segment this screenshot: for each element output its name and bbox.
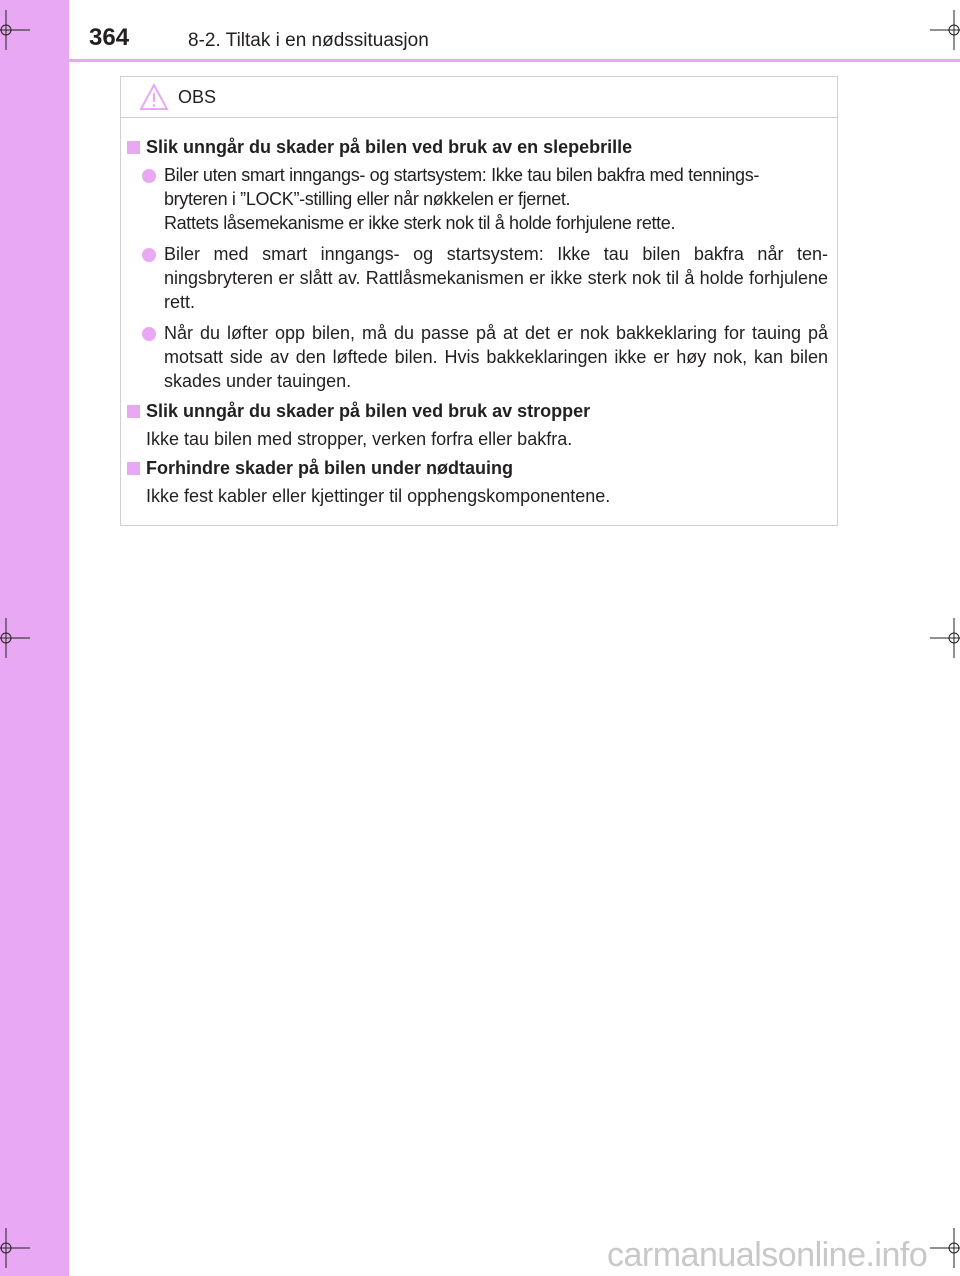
section-title: 8-2. Tiltak i en nødssituasjon: [188, 30, 429, 51]
crop-mark-mid-left-icon: [0, 618, 30, 658]
section-straps: [127, 400, 828, 451]
crop-mark-top-left-icon: [0, 10, 30, 50]
list-item: Biler med smart inngangs- og startsystem: Ikke tau bilen bakfra når ten-ningsbryteren er slått av. Rattlåsmekanismen er ikke sterk nok til å holde forhjulene rett.: [127, 242, 828, 314]
section-heading: Slik unngår du skader på bilen ved bruk av stropper: [127, 400, 828, 423]
list-item: Biler uten smart inngangs- og startsystem: Ikke tau bilen bakfra med tennings- bryteren i ”LOCK”-stilling eller når nøkkelen er fjernet. Rattets låsemekanisme er ikke sterk nok til å holde forhjulene rette.: [127, 163, 828, 235]
section-text: Ikke tau bilen med stropper, verken forfra eller bakfra.: [146, 429, 573, 449]
section-emergency-towing: [127, 457, 828, 508]
notice-label: OBS: [178, 87, 217, 107]
crop-mark-bottom-right-icon: [930, 1228, 960, 1268]
list-item: Når du løfter opp bilen, må du passe på at det er nok bakkeklaring for tauing på motsatt side av den løftede bilen. Hvis bakkeklaringen ikke er høy nok, kan bilen skades under tauingen.: [127, 321, 828, 393]
page-header: [0, 0, 960, 62]
section-text: Ikke fest kabler eller kjettinger til opphengskomponentene.: [146, 486, 611, 506]
warning-triangle-icon: [139, 83, 169, 116]
caution-notice-box: [120, 76, 838, 526]
dot-bullet-icon: [142, 327, 156, 341]
square-bullet-icon: [127, 405, 140, 418]
square-bullet-icon: [127, 462, 140, 475]
dot-bullet-icon: [142, 248, 156, 262]
crop-mark-top-right-icon: [930, 10, 960, 50]
header-rule: [69, 59, 960, 62]
watermark: carmanualsonline.info: [607, 1236, 928, 1274]
crop-mark-bottom-left-icon: [0, 1228, 30, 1268]
bullet-list: [127, 163, 828, 393]
section-tow-eye: [127, 136, 828, 393]
square-bullet-icon: [127, 141, 140, 154]
section-heading: Slik unngår du skader på bilen ved bruk av en slepebrille: [127, 136, 828, 159]
dot-bullet-icon: [142, 169, 156, 183]
notice-header: [121, 77, 837, 118]
crop-mark-mid-right-icon: [930, 618, 960, 658]
section-heading: Forhindre skader på bilen under nødtauing: [127, 457, 828, 480]
page-number: 364: [89, 24, 130, 51]
notice-body: [121, 118, 837, 508]
